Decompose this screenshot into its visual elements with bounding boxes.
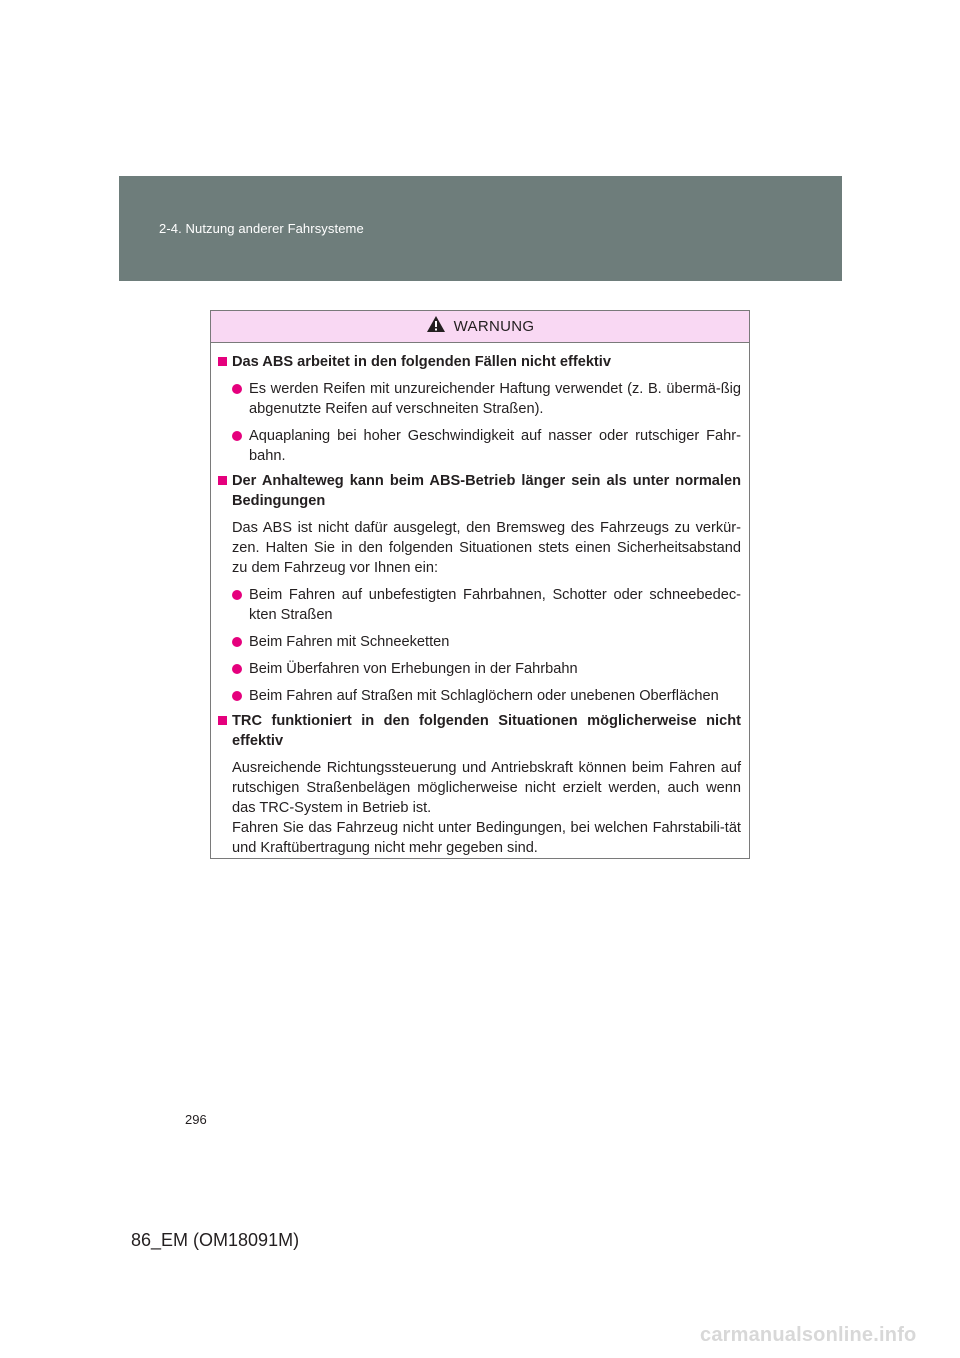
round-bullet-icon [232, 637, 242, 647]
round-bullet-icon [232, 664, 242, 674]
list-item [218, 632, 741, 652]
section-heading [218, 352, 741, 372]
list-item-text: Es werden Reifen mit unzureichender Haftung verwendet (z. B. übermä-ßig abgenutzte Reifen auf verschneiten Straßen). [249, 381, 741, 417]
warning-title: WARNUNG [453, 318, 535, 335]
round-bullet-icon [232, 691, 242, 701]
list-item-text: Beim Fahren mit Schneeketten [249, 634, 450, 650]
list-item-text: Beim Überfahren von Erhebungen in der Fahrbahn [249, 661, 578, 677]
square-bullet-icon [218, 476, 227, 485]
section-title: 2-4. Nutzung anderer Fahrsysteme [159, 221, 364, 236]
round-bullet-icon [232, 384, 242, 394]
round-bullet-icon [232, 590, 242, 600]
page-number: 296 [185, 1112, 207, 1127]
watermark: carmanualsonline.info [700, 1324, 917, 1346]
section-heading-text: Der Anhalteweg kann beim ABS-Betrieb länger sein als unter normalen Bedingungen [232, 473, 741, 509]
chapter-header-band [119, 176, 842, 281]
document-code: 86_EM (OM18091M) [131, 1230, 300, 1250]
paragraph: Fahren Sie das Fahrzeug nicht unter Bedingungen, bei welchen Fahrstabili-tät und Kraftübertragung nicht mehr gegeben sind. [232, 820, 741, 856]
warning-box [210, 310, 750, 859]
square-bullet-icon [218, 716, 227, 725]
paragraph: Ausreichende Richtungssteuerung und Antriebskraft können beim Fahren auf rutschigen Straßenbelägen möglicherweise nicht erzielt werden, auch wenn das TRC-System in Betrieb ist. [232, 760, 741, 816]
list-item-text: Beim Fahren auf Straßen mit Schlaglöchern oder unebenen Oberflächen [249, 688, 719, 704]
warning-body [211, 343, 749, 858]
section-heading [218, 711, 741, 751]
list-item-text: Aquaplaning bei hoher Geschwindigkeit auf nasser oder rutschiger Fahr-bahn. [249, 428, 741, 464]
list-item [218, 585, 741, 625]
warning-triangle-icon [426, 315, 446, 338]
paragraph: Das ABS ist nicht dafür ausgelegt, den Bremsweg des Fahrzeugs zu verkür-zen. Halten Sie in den folgenden Situationen stets einen Sicherheitsabstand zu dem Fahrzeug vor Ihnen ein: [232, 520, 741, 576]
list-item [218, 659, 741, 679]
list-item [218, 686, 741, 706]
list-item-text: Beim Fahren auf unbefestigten Fahrbahnen, Schotter oder schneebedec-kten Straßen [249, 587, 741, 623]
square-bullet-icon [218, 357, 227, 366]
section-heading-text: Das ABS arbeitet in den folgenden Fällen nicht effektiv [232, 354, 611, 370]
section-heading [218, 471, 741, 511]
round-bullet-icon [232, 431, 242, 441]
section-heading-text: TRC funktioniert in den folgenden Situationen möglicherweise nicht effektiv [232, 713, 741, 749]
warning-header [211, 311, 749, 343]
list-item [218, 379, 741, 419]
list-item [218, 426, 741, 466]
